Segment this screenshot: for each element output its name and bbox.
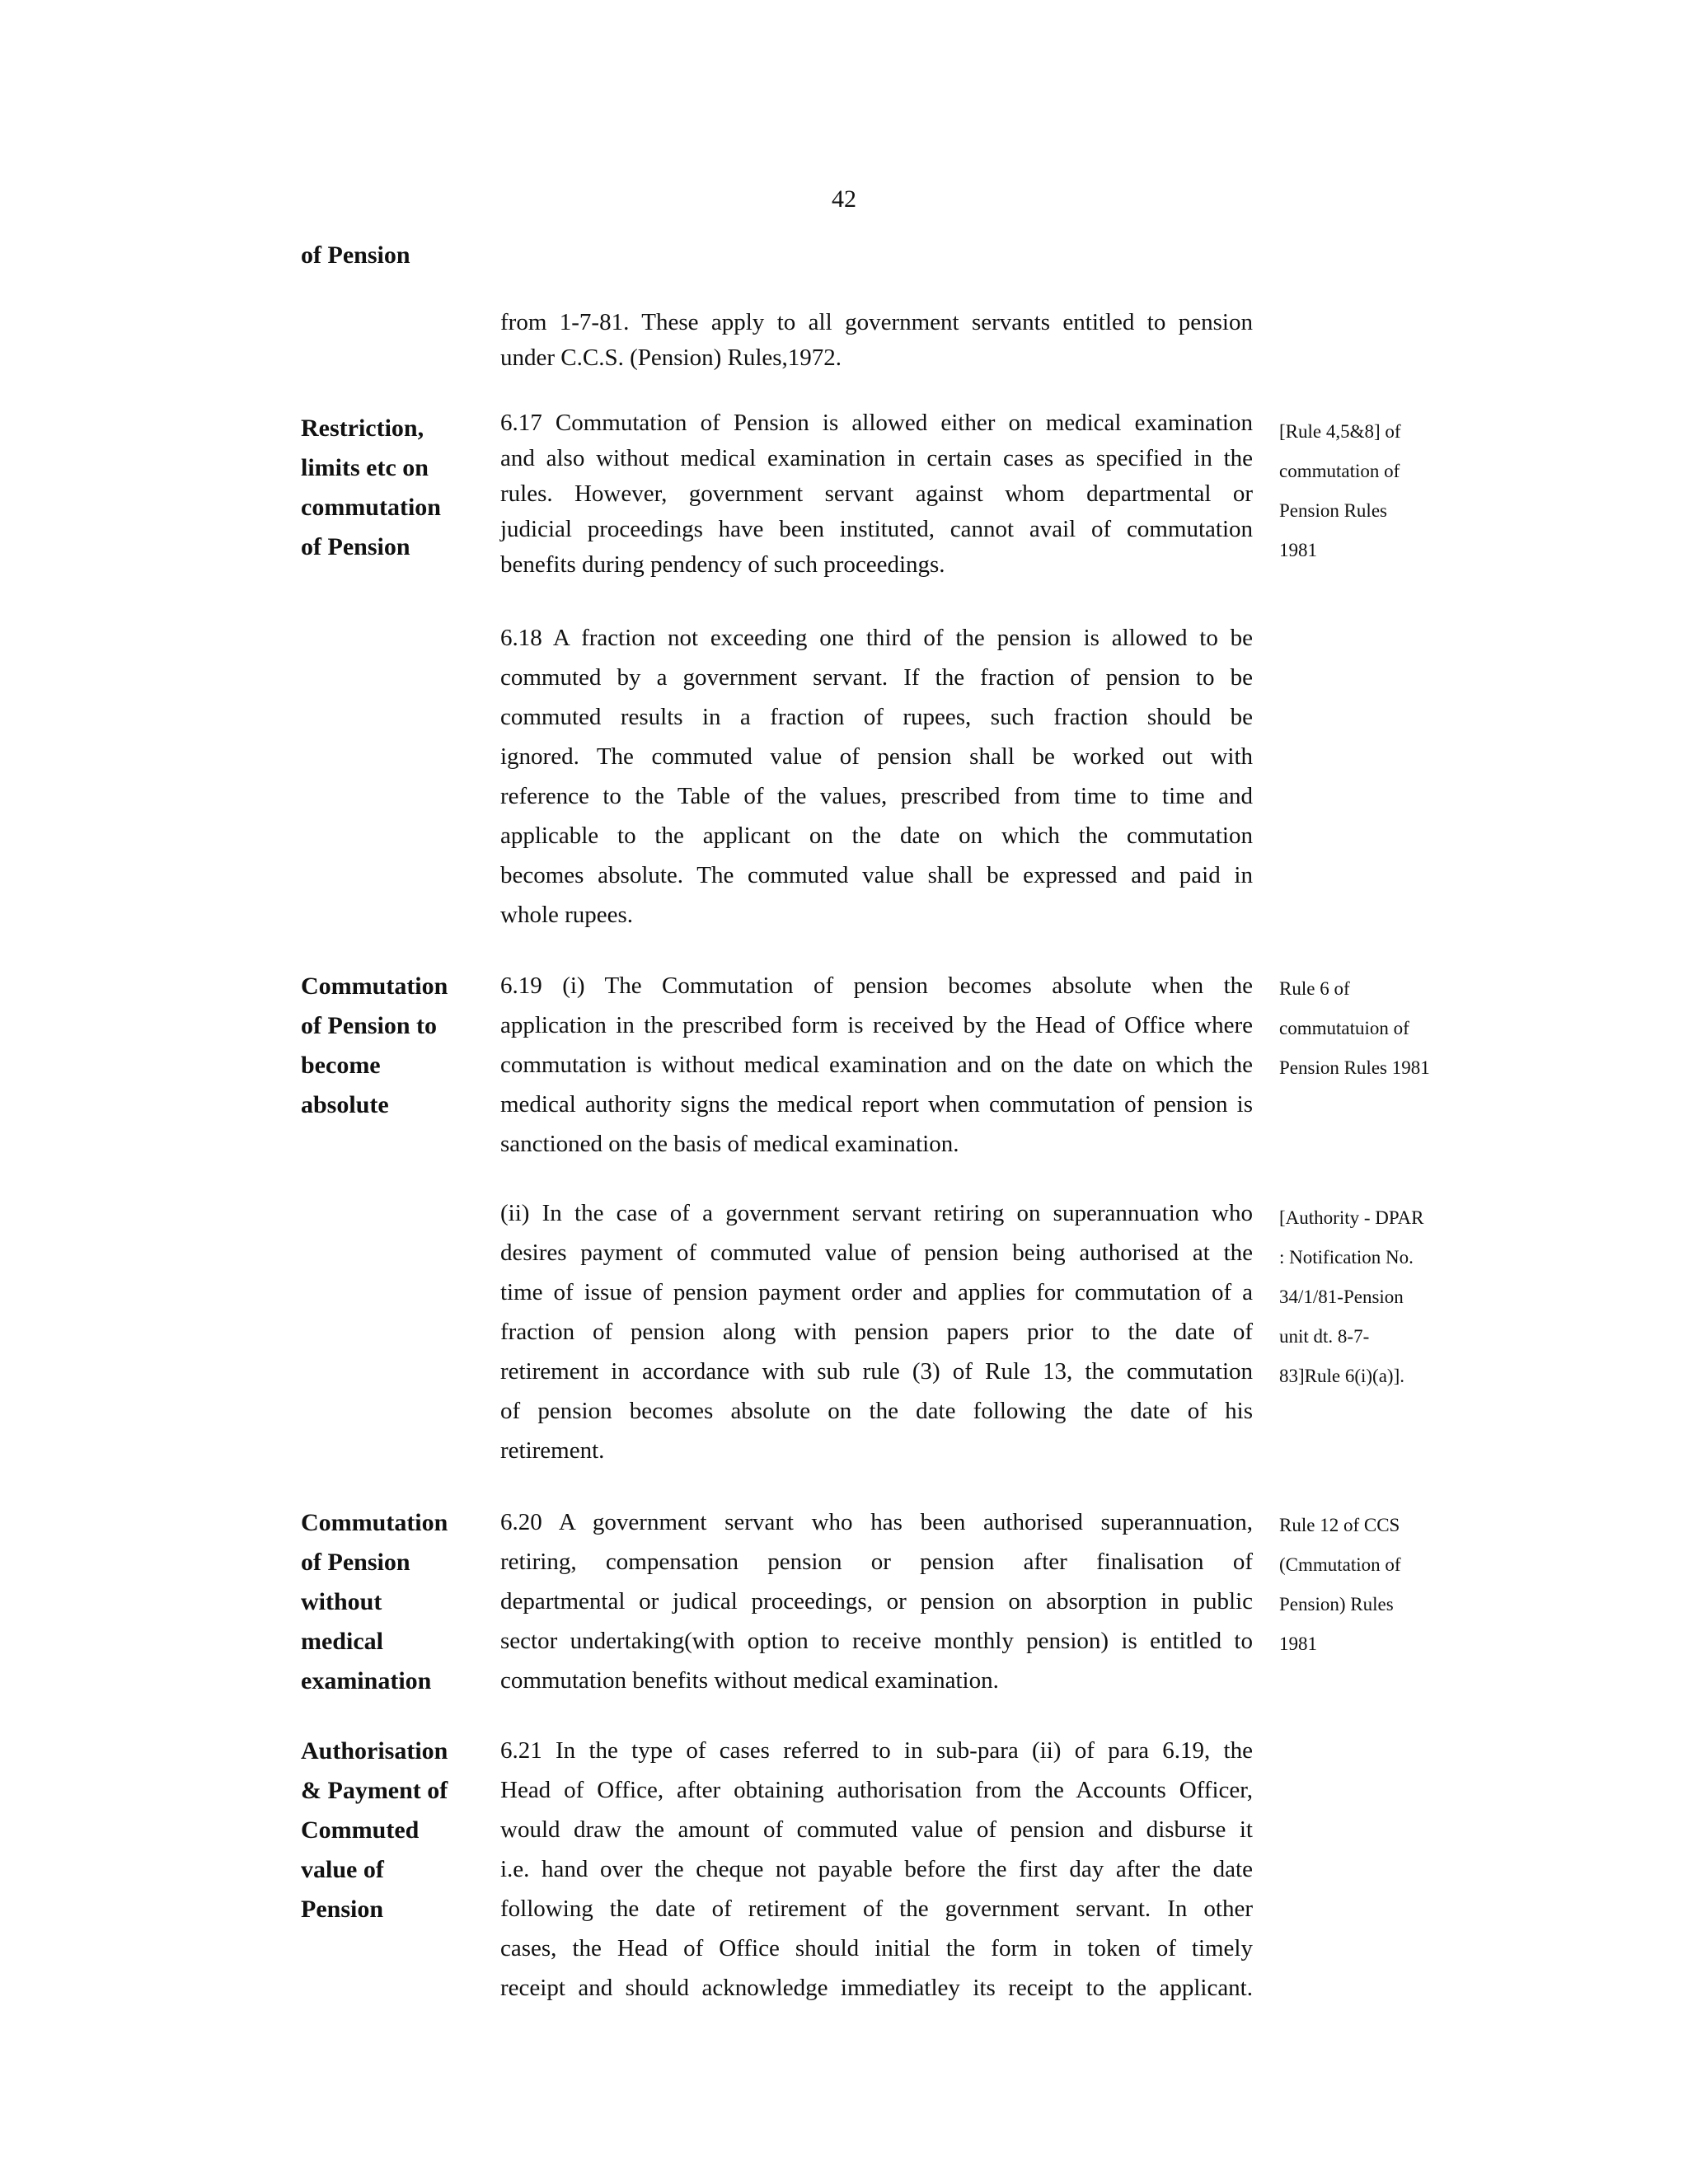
- paragraph-6-18: [500, 618, 1253, 935]
- text-line: commuted results in a fraction of rupees, such fraction should be: [500, 704, 1253, 730]
- text-line: ignored. The commuted value of pension shall be worked out with: [500, 743, 1253, 770]
- note-line: unit dt. 8-7-: [1279, 1326, 1370, 1347]
- heading-line: limits etc on: [301, 454, 429, 481]
- heading-line: of Pension: [301, 533, 410, 560]
- heading-line: medical: [301, 1628, 383, 1655]
- text-line: 6.21 In the type of cases referred to in sub-para (ii) of para 6.19, the: [500, 1737, 1253, 1764]
- text-line: desires payment of commuted value of pension being authorised at the: [500, 1240, 1253, 1266]
- heading-line: examination: [301, 1667, 432, 1694]
- text-line: rules. However, government servant against whom departmental or: [500, 480, 1253, 507]
- text-line: 6.18 A fraction not exceeding one third of the pension is allowed to be: [500, 625, 1253, 651]
- paragraph-6-17: [500, 405, 1253, 583]
- note-line: commutation of: [1279, 461, 1400, 481]
- heading-line: Pension: [301, 1896, 384, 1923]
- heading-line: Commuted: [301, 1816, 420, 1844]
- text-line: reference to the Table of the values, prescribed from time to time and: [500, 783, 1253, 809]
- note-line: (Cmmutation of: [1279, 1554, 1401, 1575]
- text-line: under C.C.S. (Pension) Rules,1972.: [500, 344, 842, 371]
- text-line: retirement.: [500, 1437, 605, 1464]
- text-line: medical authority signs the medical report when commutation of pension is: [500, 1091, 1253, 1118]
- note-line: [Authority - DPAR: [1279, 1207, 1424, 1228]
- heading-line: & Payment of: [301, 1777, 448, 1804]
- text-line: sanctioned on the basis of medical examination.: [500, 1131, 959, 1157]
- side-heading-without-medical: [301, 1503, 490, 1701]
- text-line: departmental or judical proceedings, or pension on absorption in public: [500, 1588, 1253, 1615]
- note-line: commutatuion of: [1279, 1018, 1409, 1038]
- heading-line: Restriction,: [301, 415, 424, 442]
- note-line: 1981: [1279, 540, 1317, 560]
- side-heading-of-pension: [301, 236, 490, 275]
- text-line: sector undertaking(with option to receive monthly pension) is entitled to: [500, 1628, 1253, 1654]
- heading-line: value of: [301, 1856, 384, 1883]
- text-line: application in the prescribed form is received by the Head of Office where: [500, 1012, 1253, 1038]
- text-line: retiring, compensation pension or pension after finalisation of: [500, 1549, 1253, 1575]
- text-line: retirement in accordance with sub rule (3) of Rule 13, the commutation: [500, 1358, 1253, 1385]
- note-line: 34/1/81-Pension: [1279, 1286, 1404, 1307]
- heading-line: Commutation: [301, 972, 448, 1000]
- text-line: commuted by a government servant. If the fraction of pension to be: [500, 664, 1253, 691]
- text-line: judicial proceedings have been instituted, cannot avail of commutation: [500, 516, 1253, 542]
- heading-line: commutation: [301, 494, 441, 521]
- note-line: [Rule 4,5&8] of: [1279, 421, 1401, 442]
- note-line: Pension Rules: [1279, 500, 1387, 521]
- text-line: commutation benefits without medical examination.: [500, 1667, 999, 1694]
- text-line: Head of Office, after obtaining authorisation from the Accounts Officer,: [500, 1777, 1253, 1803]
- text-line: and also without medical examination in certain cases as specified in the: [500, 445, 1253, 471]
- text-line: of pension becomes absolute on the date following the date of his: [500, 1398, 1253, 1424]
- text-line: following the date of retirement of the government servant. In other: [500, 1896, 1253, 1922]
- note-line: Pension) Rules: [1279, 1594, 1394, 1615]
- heading-line: of Pension: [301, 1549, 410, 1576]
- text-line: whole rupees.: [500, 902, 634, 928]
- note-line: Pension Rules 1981: [1279, 1057, 1430, 1078]
- note-line: 83]Rule 6(i)(a)].: [1279, 1366, 1404, 1386]
- heading-line: become: [301, 1052, 381, 1079]
- margin-note-6-20: [1279, 1506, 1452, 1664]
- text-line: receipt and should acknowledge immediatley its receipt to the applicant.: [500, 1975, 1253, 2001]
- heading-line: of Pension to: [301, 1012, 437, 1039]
- paragraph-6-21: [500, 1731, 1253, 2008]
- text-line: applicable to the applicant on the date on which the commutation: [500, 823, 1253, 849]
- text-line: fraction of pension along with pension papers prior to the date of: [500, 1319, 1253, 1345]
- side-heading-become-absolute: [301, 967, 490, 1125]
- margin-note-6-19-ii: [1279, 1198, 1452, 1396]
- page-number: 42: [832, 185, 856, 213]
- text-line: would draw the amount of commuted value of pension and disburse it: [500, 1816, 1253, 1843]
- heading-line: absolute: [301, 1091, 389, 1118]
- text-line: (ii) In the case of a government servant retiring on superannuation who: [500, 1200, 1253, 1226]
- paragraph-6-20: [500, 1502, 1253, 1700]
- text-line: 6.19 (i) The Commutation of pension becomes absolute when the: [500, 972, 1253, 999]
- side-heading-authorisation: [301, 1732, 490, 1929]
- note-line: Rule 12 of CCS: [1279, 1515, 1400, 1535]
- text-line: commutation is without medical examination and on the date on which the: [500, 1052, 1253, 1078]
- paragraph-6-19-ii: [500, 1193, 1253, 1470]
- paragraph-intro: [500, 305, 1253, 376]
- text-line: time of issue of pension payment order and applies for commutation of a: [500, 1279, 1253, 1305]
- text-line: from 1-7-81. These apply to all government servants entitled to pension: [500, 309, 1253, 335]
- heading-line: without: [301, 1588, 382, 1615]
- note-line: Rule 6 of: [1279, 978, 1350, 999]
- text-line: 6.17 Commutation of Pension is allowed either on medical examination: [500, 410, 1253, 436]
- margin-note-6-17: [1279, 412, 1452, 570]
- text-line: becomes absolute. The commuted value shall be expressed and paid in: [500, 862, 1253, 888]
- text-line: 6.20 A government servant who has been authorised superannuation,: [500, 1509, 1253, 1535]
- heading-line: Commutation: [301, 1509, 448, 1536]
- note-line: : Notification No.: [1279, 1247, 1414, 1268]
- note-line: 1981: [1279, 1633, 1317, 1654]
- text-line: cases, the Head of Office should initial the form in token of timely: [500, 1935, 1253, 1961]
- paragraph-6-19-i: [500, 966, 1253, 1164]
- heading-line: Authorisation: [301, 1737, 448, 1765]
- text-line: i.e. hand over the cheque not payable before the first day after the date: [500, 1856, 1253, 1882]
- side-heading-restriction: [301, 409, 490, 567]
- heading-line: of Pension: [301, 241, 410, 269]
- margin-note-6-19-i: [1279, 969, 1452, 1088]
- text-line: benefits during pendency of such proceedings.: [500, 551, 945, 578]
